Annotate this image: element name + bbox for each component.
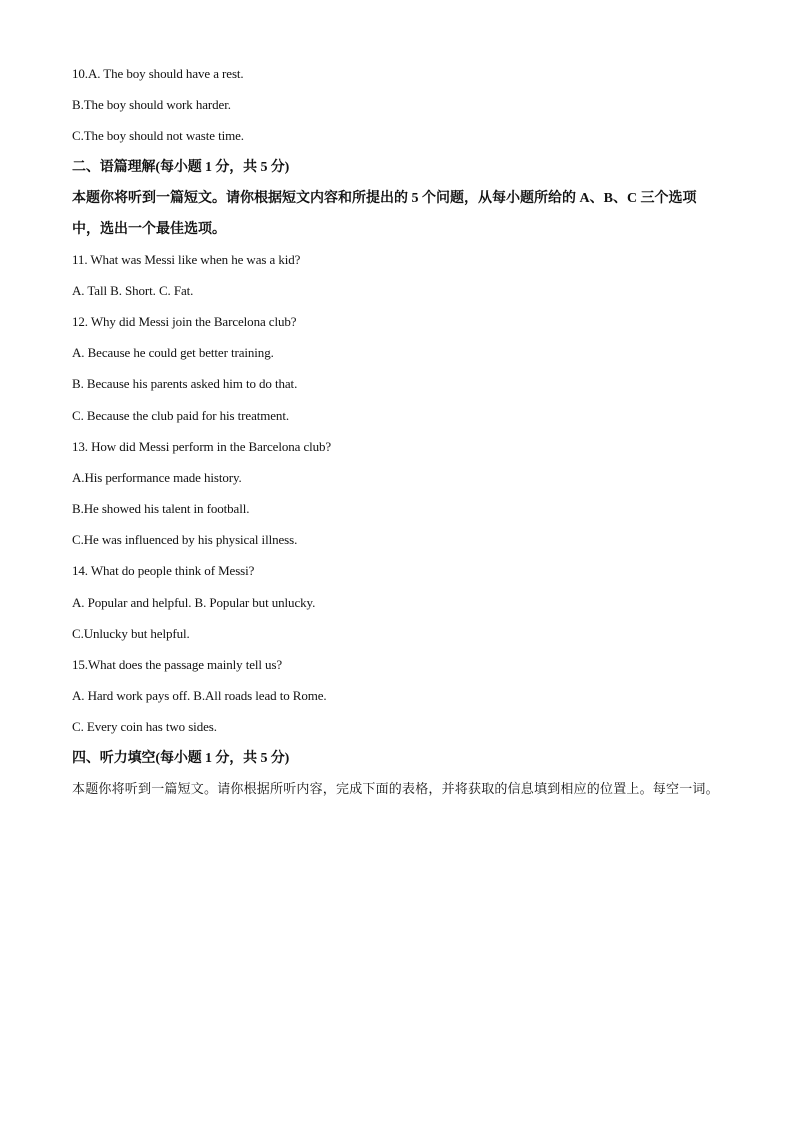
- option-12a: A. Because he could get better training.: [72, 345, 274, 361]
- options-11: A. Tall B. Short. C. Fat.: [72, 282, 194, 298]
- options-14ab: A. Popular and helpful. B. Popular but unlucky.: [72, 594, 316, 610]
- question-12: 12. Why did Messi join the Barcelona club?: [72, 313, 297, 329]
- section-heading-reading: 二、语篇理解(每小题 1 分，共 5 分): [72, 159, 290, 175]
- option-13b: B.He showed his talent in football.: [72, 501, 250, 517]
- document-content: [72, 66, 724, 805]
- question-14: 14. What do people think of Messi?: [72, 563, 255, 579]
- question-11: 11. What was Messi like when he was a kid?: [72, 251, 301, 267]
- question-15: 15.What does the passage mainly tell us?: [72, 657, 283, 672]
- option-13c: C.He was influenced by his physical illness.: [72, 532, 298, 548]
- section-heading-listening: 四、听力填空(每小题 1 分，共 5 分): [72, 750, 290, 766]
- option-10b: B.The boy should work harder.: [72, 97, 231, 113]
- option-14c: C.Unlucky but helpful.: [72, 625, 190, 641]
- option-12c: C. Because the club paid for his treatment.: [72, 407, 289, 423]
- option-10c: C.The boy should not waste time.: [72, 128, 244, 144]
- options-15ab: A. Hard work pays off. B.All roads lead to Rome.: [72, 688, 327, 704]
- question-13: 13. How did Messi perform in the Barcelona club?: [72, 438, 332, 454]
- option-10a: 10.A. The boy should have a rest.: [72, 66, 244, 81]
- option-12b: B. Because his parents asked him to do that.: [72, 376, 298, 392]
- section-instructions-listening: 本题你将听到一篇短文。请你根据所听内容，完成下面的表格，并将获取的信息填到相应的位置上。每空一词。: [72, 781, 719, 797]
- option-15c: C. Every coin has two sides.: [72, 719, 217, 735]
- section-instructions-reading: 本题你将听到一篇短文。请你根据短文内容和所提出的 5 个问题，从每小题所给的 A、B、C 三个选项中，选出一个最佳选项。: [72, 190, 697, 237]
- option-13a: A.His performance made history.: [72, 469, 242, 485]
